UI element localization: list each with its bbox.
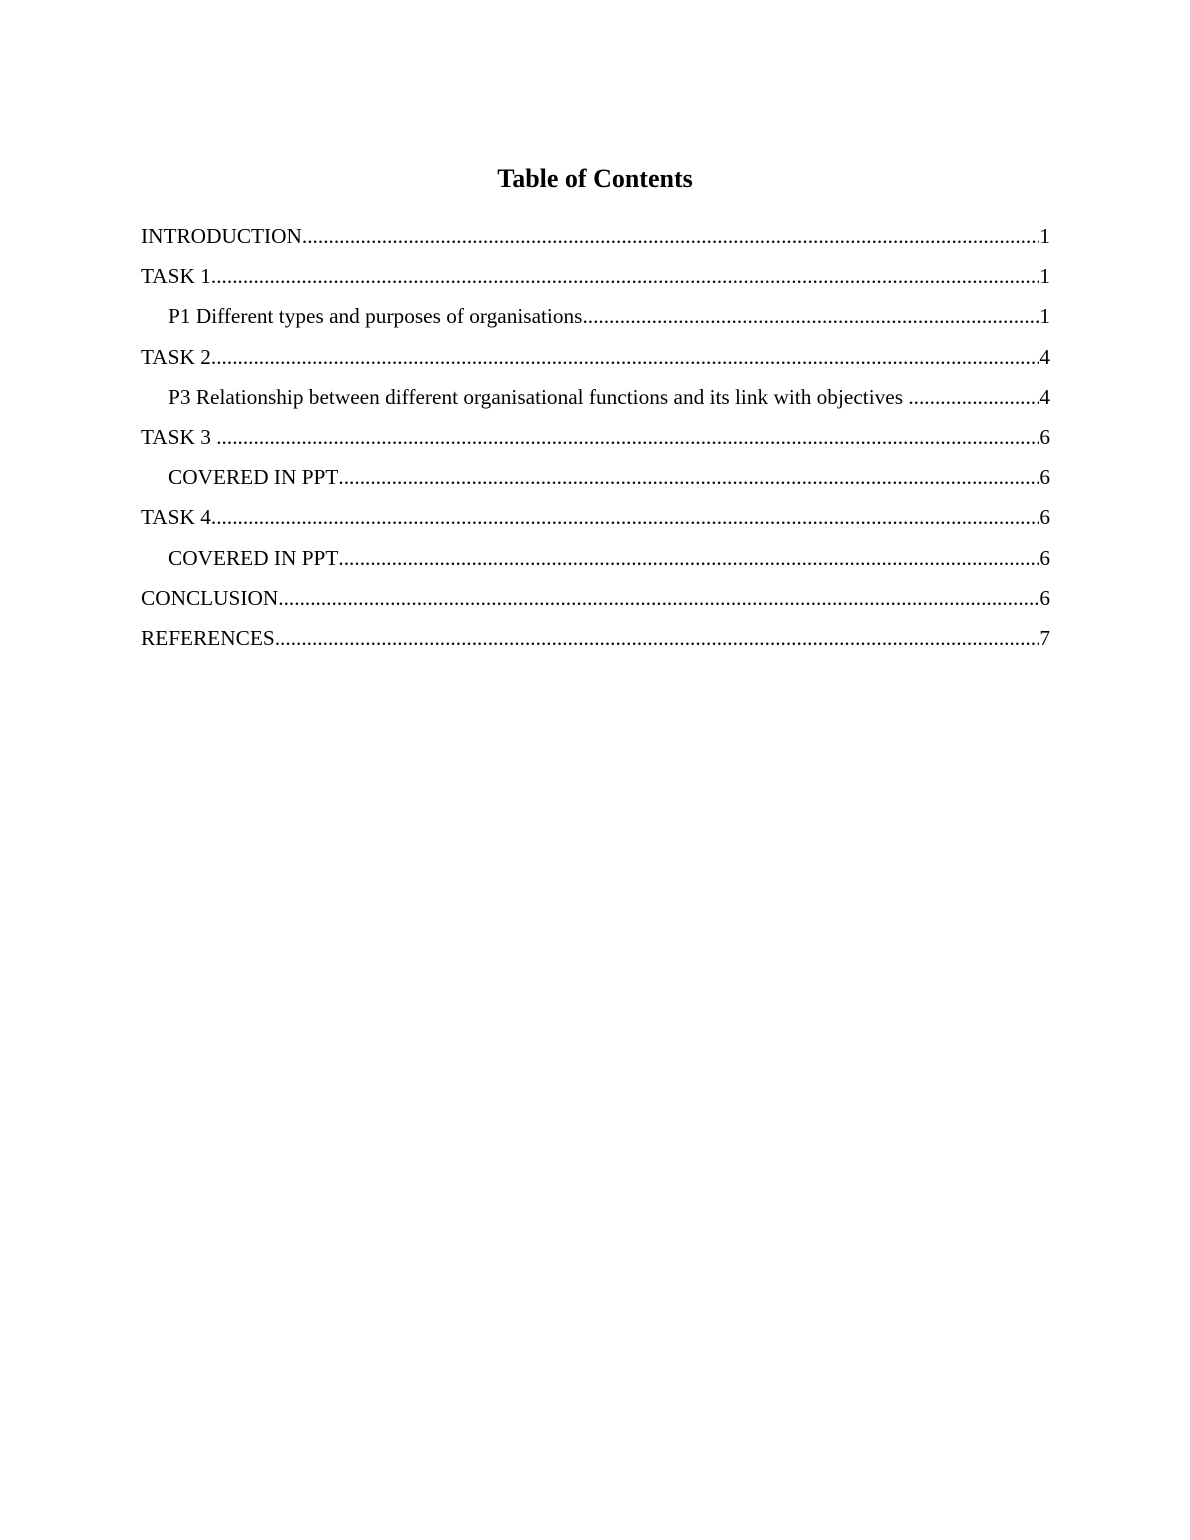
toc-entry-p1[interactable]	[141, 300, 1050, 340]
toc-dot-leader	[302, 220, 1039, 252]
toc-page-number: 4	[1039, 344, 1050, 369]
toc-dot-leader	[338, 542, 1039, 574]
toc-entry-p3[interactable]	[141, 381, 1050, 421]
toc-entry-text: CONCLUSION	[141, 585, 279, 610]
toc-dot-leader	[582, 300, 1039, 332]
toc-page-number: 1	[1039, 224, 1050, 248]
toc-dot-leader	[908, 381, 1039, 413]
toc-entry-conclusion[interactable]	[141, 582, 1050, 622]
toc-dot-leader	[338, 461, 1039, 493]
toc-entry-text: INTRODUCTION	[141, 224, 302, 248]
toc-entry-text: TASK 3	[141, 424, 217, 449]
toc-dot-leader	[275, 622, 1040, 654]
toc-entry-text: COVERED IN PPT	[168, 465, 339, 490]
toc-entry-text: TASK 1	[141, 264, 211, 289]
toc-entry-task-2[interactable]	[141, 341, 1050, 381]
toc-entry-task-1[interactable]	[141, 260, 1050, 300]
toc-page-number: 6	[1039, 545, 1050, 570]
toc-entry-text: P3 Relationship between different organisational functions and its link with objectives	[168, 384, 909, 409]
toc-title: Table of Contents	[497, 164, 693, 193]
toc-entry-text: REFERENCES	[141, 625, 275, 650]
toc-page-number: 6	[1039, 505, 1050, 530]
toc-dot-leader	[211, 260, 1039, 292]
toc-entry-task-4-covered[interactable]	[141, 542, 1050, 582]
toc-page-number: 6	[1039, 424, 1050, 449]
toc-entry-text: P1 Different types and purposes of organisations	[168, 304, 583, 329]
toc-entry-references[interactable]	[141, 622, 1050, 662]
toc-list	[141, 220, 1050, 662]
toc-entry-task-4[interactable]	[141, 501, 1050, 541]
toc-page-number: 6	[1039, 585, 1050, 610]
toc-dot-leader	[211, 501, 1039, 533]
toc-page-number: 1	[1039, 304, 1050, 329]
toc-page-number: 1	[1039, 264, 1050, 289]
toc-entry-text: TASK 2	[141, 344, 211, 369]
toc-dot-leader	[216, 421, 1039, 453]
toc-page-number: 4	[1039, 384, 1050, 409]
toc-entry-introduction[interactable]	[141, 220, 1050, 260]
toc-entry-task-3-covered[interactable]	[141, 461, 1050, 501]
toc-entry-text: COVERED IN PPT	[168, 545, 339, 570]
toc-dot-leader	[211, 341, 1039, 373]
toc-entry-task-3[interactable]	[141, 421, 1050, 461]
toc-entry-text: TASK 4	[141, 505, 211, 530]
toc-dot-leader	[278, 582, 1039, 614]
toc-page-number: 7	[1039, 625, 1050, 650]
toc-page-number: 6	[1039, 465, 1050, 490]
